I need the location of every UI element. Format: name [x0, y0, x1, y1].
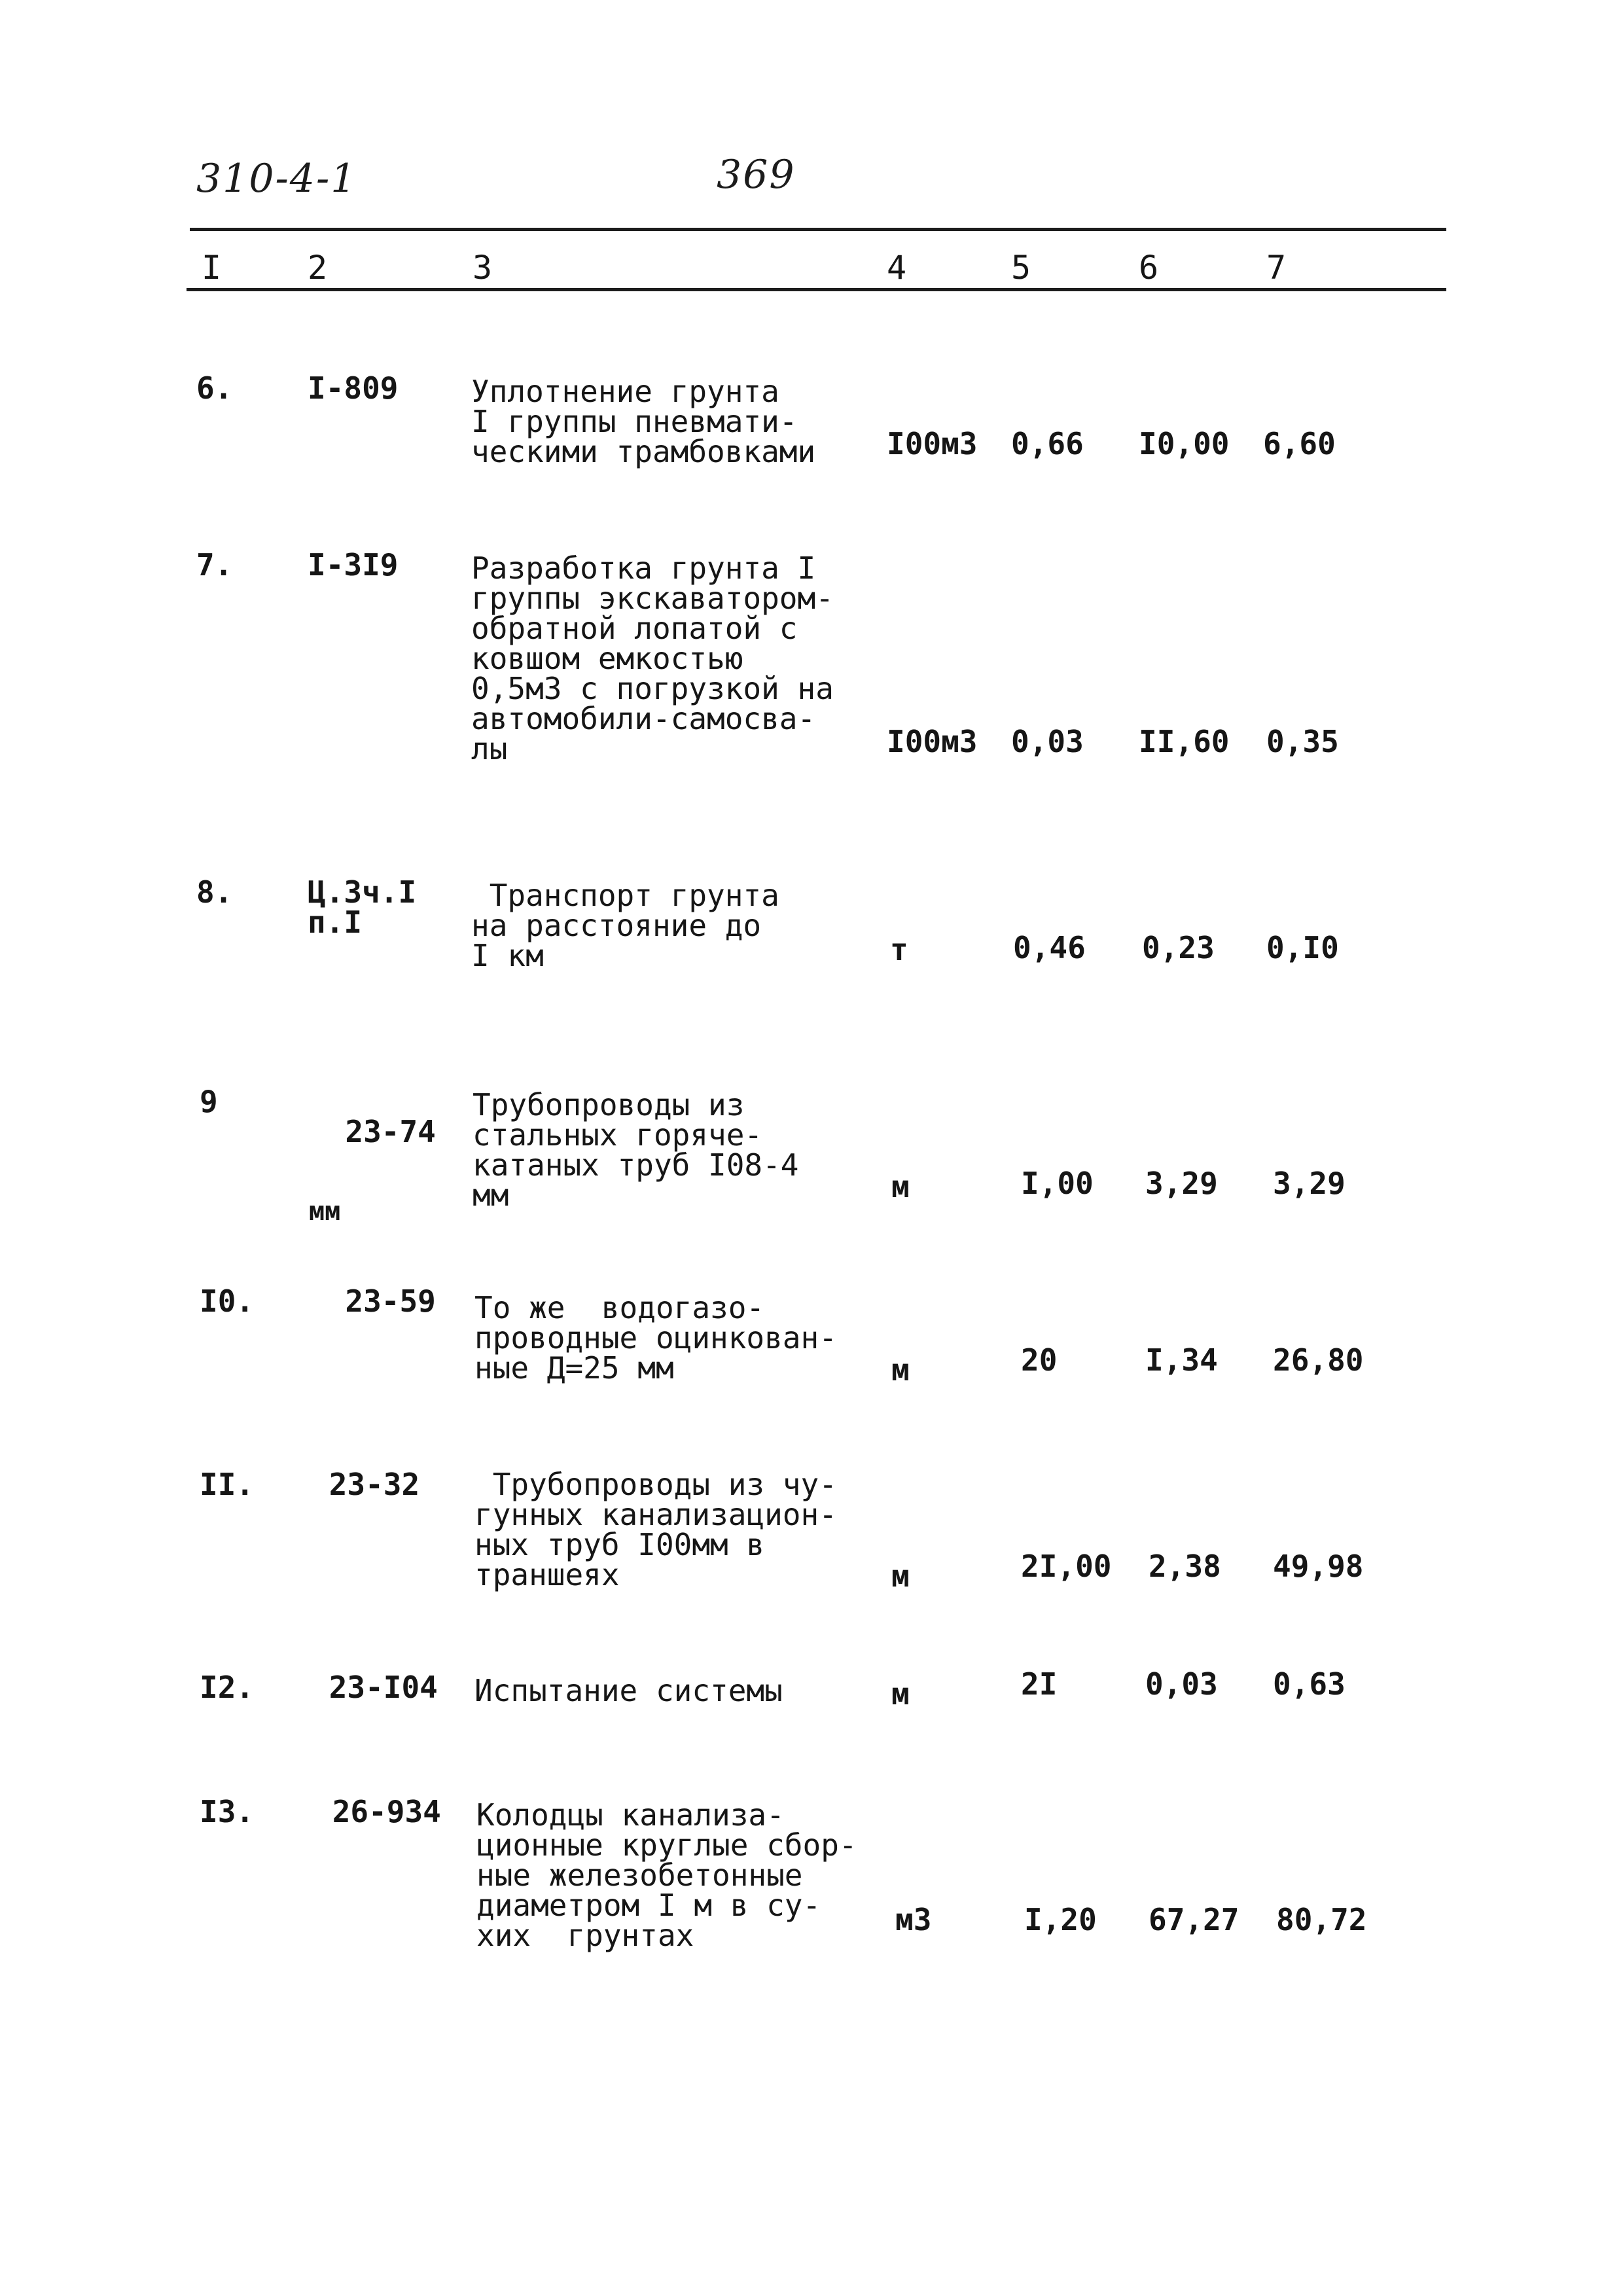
row-number: I0. [200, 1283, 255, 1319]
row-code: I-809 [308, 370, 399, 406]
row-number: 9 [200, 1084, 218, 1119]
row-quantity: 0,66 [1011, 426, 1084, 461]
column-header-2: 2 [308, 249, 328, 287]
row-code: Ц.3ч.I п.I [308, 874, 417, 940]
row-quantity: 0,03 [1011, 724, 1084, 759]
table-header-rule [187, 288, 1446, 291]
row-description: Разработка грунта I группы экскаватором- обратной лопатой с ковшом емкостью 0,5м3 с погрузкой на автомобили-самосва- лы [471, 550, 834, 766]
column-header-6: 6 [1139, 249, 1159, 287]
row-total: 26,80 [1273, 1342, 1364, 1378]
row-unit-price: I0,00 [1139, 426, 1230, 461]
row-description: Транспорт грунта на расстояние до I км [471, 878, 779, 973]
row-quantity: 20 [1021, 1342, 1058, 1378]
row-code: 26-934 [314, 1794, 441, 1829]
row-quantity: I,00 [1021, 1166, 1094, 1201]
row-unit-price: 67,27 [1149, 1902, 1240, 1937]
row-number: 6. [196, 370, 233, 406]
row-total: 0,63 [1273, 1666, 1346, 1702]
row-number: II. [200, 1467, 255, 1502]
row-description: Испытание системы [474, 1673, 783, 1708]
row-number: 8. [196, 874, 233, 910]
row-unit-price: II,60 [1139, 724, 1230, 759]
row-description: Трубопроводы из стальных горяче- катаных труб I08-4 мм [473, 1087, 799, 1213]
row-total: 80,72 [1276, 1902, 1367, 1937]
row-total: 0,I0 [1266, 930, 1339, 965]
row-unit: м [891, 1558, 910, 1594]
row-total: 0,35 [1266, 724, 1339, 759]
row-code-unit: мм [309, 1196, 341, 1227]
row-quantity: 2I [1021, 1666, 1058, 1702]
row-quantity: I,20 [1024, 1902, 1097, 1937]
row-unit-price: 0,03 [1145, 1666, 1218, 1702]
row-number: 7. [196, 547, 233, 583]
row-unit-price: 3,29 [1145, 1166, 1218, 1201]
row-unit-price: 0,23 [1142, 930, 1215, 965]
row-code: I-3I9 [308, 547, 399, 583]
table-top-rule [190, 228, 1446, 231]
row-unit: м [891, 1352, 910, 1388]
row-number: I3. [200, 1794, 255, 1829]
row-unit: м [891, 1676, 910, 1712]
column-header-3: 3 [473, 249, 493, 287]
row-description: Колодцы канализа- ционные круглые сбор- ные железобетонные диаметром I м в су- хих грунтах [476, 1797, 857, 1953]
row-quantity: 2I,00 [1021, 1549, 1112, 1584]
row-description: Трубопроводы из чу- гунных канализацион- ных труб I00мм в траншеях [474, 1467, 837, 1592]
doc-code: 310-4-1 [196, 156, 357, 202]
row-unit-price: 2,38 [1149, 1549, 1221, 1584]
column-header-5: 5 [1011, 249, 1031, 287]
row-unit-price: I,34 [1145, 1342, 1218, 1378]
row-code: 23-I04 [311, 1670, 438, 1705]
row-description: Уплотнение грунта I группы пневмати- ческими трамбовками [471, 374, 816, 469]
row-code: 23-32 [311, 1467, 420, 1502]
row-number: I2. [200, 1670, 255, 1705]
row-unit: м [891, 1169, 910, 1204]
row-unit: I00м3 [887, 724, 978, 759]
column-header-7: 7 [1266, 249, 1287, 287]
row-code [309, 1086, 436, 1257]
row-total: 3,29 [1273, 1166, 1346, 1201]
column-header-4: 4 [887, 249, 907, 287]
row-description: То же водогазо- проводные оцинкован- ные Д=25 мм [474, 1290, 837, 1386]
row-total: 49,98 [1273, 1549, 1364, 1584]
row-code: 23-59 [309, 1283, 436, 1319]
row-total: 6,60 [1263, 426, 1336, 461]
row-code-main: 23-74 [345, 1114, 436, 1149]
row-unit: I00м3 [887, 426, 978, 461]
row-quantity: 0,46 [1013, 930, 1086, 965]
page-number: 369 [717, 152, 796, 198]
column-header-1: I [202, 249, 222, 287]
row-unit: т [890, 932, 908, 967]
row-unit: м3 [895, 1902, 932, 1937]
